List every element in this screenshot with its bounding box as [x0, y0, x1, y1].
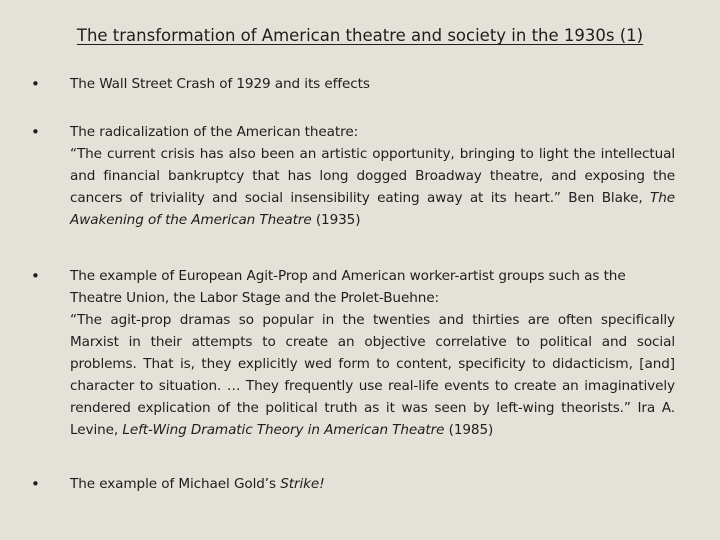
bullet-item-radicalization [31, 121, 681, 231]
quote-text: “The agit-prop dramas so popular in the twenties and thirties are often specifically Marxist in their attempts to create an objective correlative to political and social problems. That is, they explicitly wed form to content, specificity to didacticism, [and] character to situation. … They frequently use real-life events to create an imaginatively rendered explication of the political truth as it was seen by left-wing theorists.” Ira A. Levine, [70, 312, 675, 438]
bullet-text [70, 473, 675, 495]
bullet-item-agit-prop [31, 265, 681, 441]
quote-text: “The current crisis has also been an artistic opportunity, bringing to light the intellectual and financial bankruptcy that has long dogged Broadway theatre, and exposing the cancers of triviality and social insensibility eating away at its heart.” Ben Blake, [70, 146, 675, 206]
bullet-item-wall-street-crash [31, 73, 681, 95]
source-year: (1935) [311, 212, 361, 228]
source-title: The Awakening of the American Theatre [70, 190, 675, 228]
slide-title: The transformation of American theatre and society in the 1930s (1) [76, 26, 644, 45]
source-title: Left-Wing Dramatic Theory in American Theatre [122, 422, 445, 438]
bullet-text [70, 265, 675, 441]
bullet-text [70, 121, 675, 231]
bullet-item-michael-gold [31, 473, 681, 495]
work-title: Strike! [280, 476, 325, 492]
bullet-marker: • [31, 267, 40, 285]
bullet-intro: The example of European Agit-Prop and American worker-artist groups such as the Theatre Union, the Labor Stage and the Prolet-Buehne: [70, 268, 626, 306]
quote-block [70, 309, 675, 441]
bullet-marker: • [31, 123, 40, 141]
quote-block [70, 143, 675, 231]
bullet-intro: The radicalization of the American theatre: [70, 124, 359, 140]
source-year: (1985) [444, 422, 494, 438]
bullet-marker: • [31, 475, 40, 493]
bullet-intro: The Wall Street Crash of 1929 and its effects [70, 76, 370, 92]
bullet-text [70, 73, 675, 95]
bullet-intro: The example of Michael Gold’s [70, 476, 281, 492]
bullet-marker: • [31, 75, 40, 93]
